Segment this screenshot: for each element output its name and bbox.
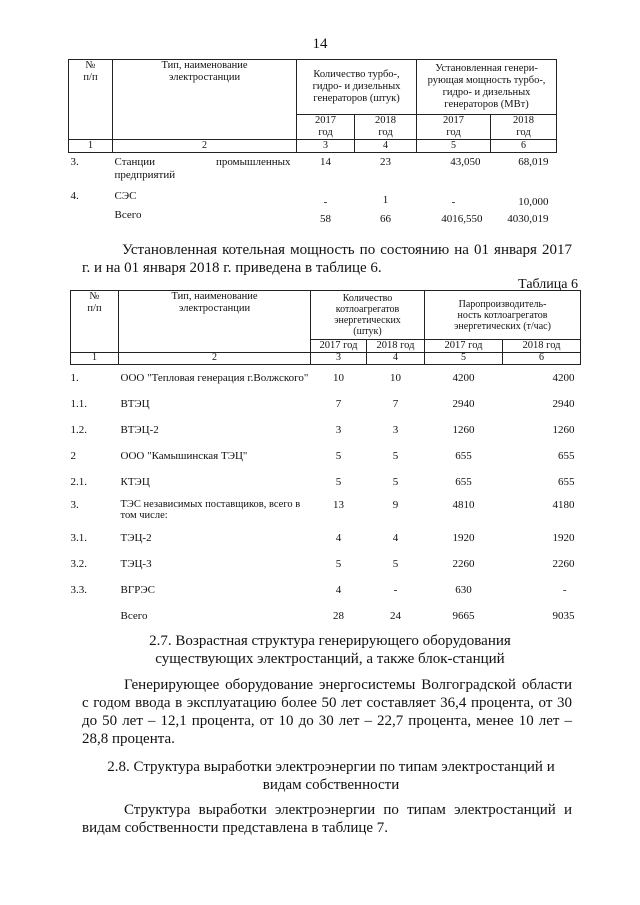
table-row <box>71 577 581 603</box>
generators-table <box>68 59 557 226</box>
paragraph-age-structure: Генерирующее оборудование энергосистемы Волгоградской области с годом ввода в эксплуатацию более 50 лет составляет 36,4 процента, от 30 до 50 лет – 12,1 процента, от 10 до 30 лет – 22,7 процента, менее 10 лет – 28,8 процента. <box>82 677 572 747</box>
row-steam-2018: 1920 <box>552 531 575 544</box>
table-row <box>71 391 581 417</box>
row-steam-2018: 2940 <box>552 397 575 410</box>
row-steam-2018: 1260 <box>552 423 575 436</box>
t2-header-count: Количество котлоагрегатов энергетических (штук) <box>311 291 425 340</box>
row-count-2018: 3 <box>392 423 399 436</box>
row-count-2017: - <box>323 196 328 208</box>
row-count-2017: 14 <box>320 156 331 168</box>
row-steam-2017: 9665 <box>452 609 475 622</box>
row-name: ТЭЦ-3 <box>120 557 152 570</box>
row-name <box>113 153 297 183</box>
paragraph-generation-structure: Структура выработки электроэнергии по типам электростанций и видам собственности представлена в таблице 7. <box>82 802 572 836</box>
row-name: СЭС <box>114 190 137 202</box>
table-row <box>71 495 581 525</box>
row-name: ВГРЭС <box>120 583 155 596</box>
row-count-2017: 13 <box>333 499 344 511</box>
row-power-2018: 10,000 <box>518 196 549 208</box>
t2-colnum: 2 <box>119 353 311 365</box>
table-row <box>71 365 581 392</box>
row-num: 1.1. <box>70 397 87 410</box>
row-name: КТЭЦ <box>120 475 150 488</box>
t1-header-power-2018: 2018 год <box>491 115 557 140</box>
row-count-2017: 10 <box>333 371 344 384</box>
row-count-2018: 24 <box>390 609 401 622</box>
page-number: 14 <box>312 36 328 52</box>
row-steam-2018: 655 <box>558 475 575 488</box>
row-count-2018: 4 <box>392 531 399 544</box>
row-name: ТЭЦ-2 <box>120 531 152 544</box>
row-steam-2017: 1920 <box>452 531 475 544</box>
row-name: ООО "Тепловая генерация г.Волжского" <box>120 371 309 384</box>
t2-header-count-2017: 2017 год <box>311 340 367 353</box>
row-steam-2018: 9035 <box>552 609 575 622</box>
t2-header-steam: Паропроизводитель- ность котлоагрегатов энергетических (т/час) <box>425 291 581 340</box>
row-count-2018: 5 <box>392 557 399 570</box>
t1-header-count: Количество турбо-, гидро- и дизельных генераторов (штук) <box>297 60 417 115</box>
row-count-2017: 4 <box>335 531 342 544</box>
t2-header-steam-2017: 2017 год <box>425 340 503 353</box>
t1-header-count-2017: 2017 год <box>297 115 355 140</box>
row-count-2018: 1 <box>382 194 389 206</box>
t1-colnum: 2 <box>113 140 297 153</box>
row-count-2018: 5 <box>392 475 399 488</box>
row-steam-2017: 2940 <box>452 397 475 410</box>
row-name: ООО "Камышинская ТЭЦ" <box>120 449 248 462</box>
row-name: Всего <box>120 609 148 622</box>
row-steam-2017: 2260 <box>452 557 475 570</box>
row-count-2017: 7 <box>335 397 342 410</box>
t1-colnum: 6 <box>491 140 557 153</box>
table-row <box>71 417 581 443</box>
row-name: Всего <box>114 209 142 221</box>
row-steam-2017: 4200 <box>452 371 475 384</box>
table-row <box>69 153 557 183</box>
row-steam-2018: 2260 <box>552 557 575 570</box>
t1-header-count-2018: 2018 год <box>355 115 417 140</box>
t1-colnum: 3 <box>297 140 355 153</box>
t1-colnum: 5 <box>417 140 491 153</box>
boilers-table <box>70 290 581 629</box>
table-row <box>71 525 581 551</box>
row-steam-2017: 655 <box>455 449 472 462</box>
table-row <box>69 182 557 209</box>
row-power-2017: - <box>451 196 456 208</box>
row-power-2018: 68,019 <box>518 156 549 168</box>
row-name: ВТЭЦ <box>120 397 150 410</box>
table-row <box>71 469 581 495</box>
row-power-2017: 4016,550 <box>441 213 483 225</box>
row-steam-2017: 630 <box>455 583 472 596</box>
row-num: 1.2. <box>70 423 87 436</box>
table-row <box>71 603 581 629</box>
t1-header-name: Тип, наименование электростанции <box>113 60 297 140</box>
row-num: 3.2. <box>70 557 87 570</box>
row-name: ВТЭЦ-2 <box>120 423 159 436</box>
row-steam-2018: 655 <box>558 449 575 462</box>
t1-colnum: 1 <box>69 140 113 153</box>
row-steam-2017: 4810 <box>452 499 475 511</box>
t2-header-num: № п/п <box>71 291 119 353</box>
row-steam-2017: 1260 <box>452 423 475 436</box>
table-row <box>69 209 557 226</box>
row-steam-2018: - <box>562 583 567 596</box>
t2-colnum: 3 <box>311 353 367 365</box>
row-num: 2 <box>70 449 76 462</box>
row-name-text: Станции промышленных предприятий <box>114 156 291 181</box>
row-num: 3. <box>70 156 79 168</box>
row-count-2017: 5 <box>335 475 342 488</box>
row-count-2018: - <box>393 583 398 596</box>
row-count-2018: 23 <box>380 156 391 168</box>
heading-2-7: 2.7. Возрастная структура генерирующего оборудования существующих электростанций, а также блок-станций <box>149 633 511 667</box>
t2-colnum: 4 <box>367 353 425 365</box>
row-num: 4. <box>70 190 79 202</box>
t1-colnum: 4 <box>355 140 417 153</box>
row-num <box>69 209 113 226</box>
t1-header-power: Установленная генери- рующая мощность турбо-, гидро- и дизельных генераторов (МВт) <box>417 60 557 115</box>
table-row <box>71 551 581 577</box>
table-row <box>71 443 581 469</box>
row-count-2018: 66 <box>380 213 391 225</box>
row-count-2017: 3 <box>335 423 342 436</box>
t1-header-num: № п/п <box>69 60 113 140</box>
row-count-2017: 4 <box>335 583 342 596</box>
t2-colnum: 1 <box>71 353 119 365</box>
row-power-2017: 43,050 <box>450 156 481 168</box>
t2-header-name: Тип, наименование электростанции <box>119 291 311 353</box>
row-count-2018: 10 <box>390 371 401 384</box>
row-num <box>71 603 119 629</box>
t2-colnum: 5 <box>425 353 503 365</box>
table6-caption: Таблица 6 <box>518 277 578 292</box>
heading-2-8: 2.8. Структура выработки электроэнергии по типам электростанций и видам собственности <box>107 759 555 793</box>
row-num: 3.1. <box>70 531 87 544</box>
t2-colnum: 6 <box>503 353 581 365</box>
t1-header-power-2017: 2017 год <box>417 115 491 140</box>
row-power-2018: 4030,019 <box>507 213 549 225</box>
row-count-2018: 5 <box>392 449 399 462</box>
row-count-2018: 7 <box>392 397 399 410</box>
row-num: 2.1. <box>70 475 87 488</box>
row-num: 3.3. <box>70 583 87 596</box>
row-steam-2018: 4200 <box>552 371 575 384</box>
row-name: ТЭС независимых поставщиков, всего в том числе: <box>120 499 301 521</box>
row-count-2017: 5 <box>335 557 342 570</box>
row-num: 1. <box>70 371 79 384</box>
row-count-2018: 9 <box>392 499 399 511</box>
row-num: 3. <box>70 499 79 511</box>
t2-header-steam-2018: 2018 год <box>503 340 581 353</box>
t2-header-count-2018: 2018 год <box>367 340 425 353</box>
row-count-2017: 58 <box>320 213 331 225</box>
row-steam-2017: 655 <box>455 475 472 488</box>
row-count-2017: 5 <box>335 449 342 462</box>
row-count-2017: 28 <box>333 609 344 622</box>
paragraph-boiler-capacity: Установленная котельная мощность по состоянию на 01 января 2017 г. и на 01 января 2018 г. приведена в таблице 6. <box>82 242 572 276</box>
row-steam-2018: 4180 <box>552 499 575 511</box>
